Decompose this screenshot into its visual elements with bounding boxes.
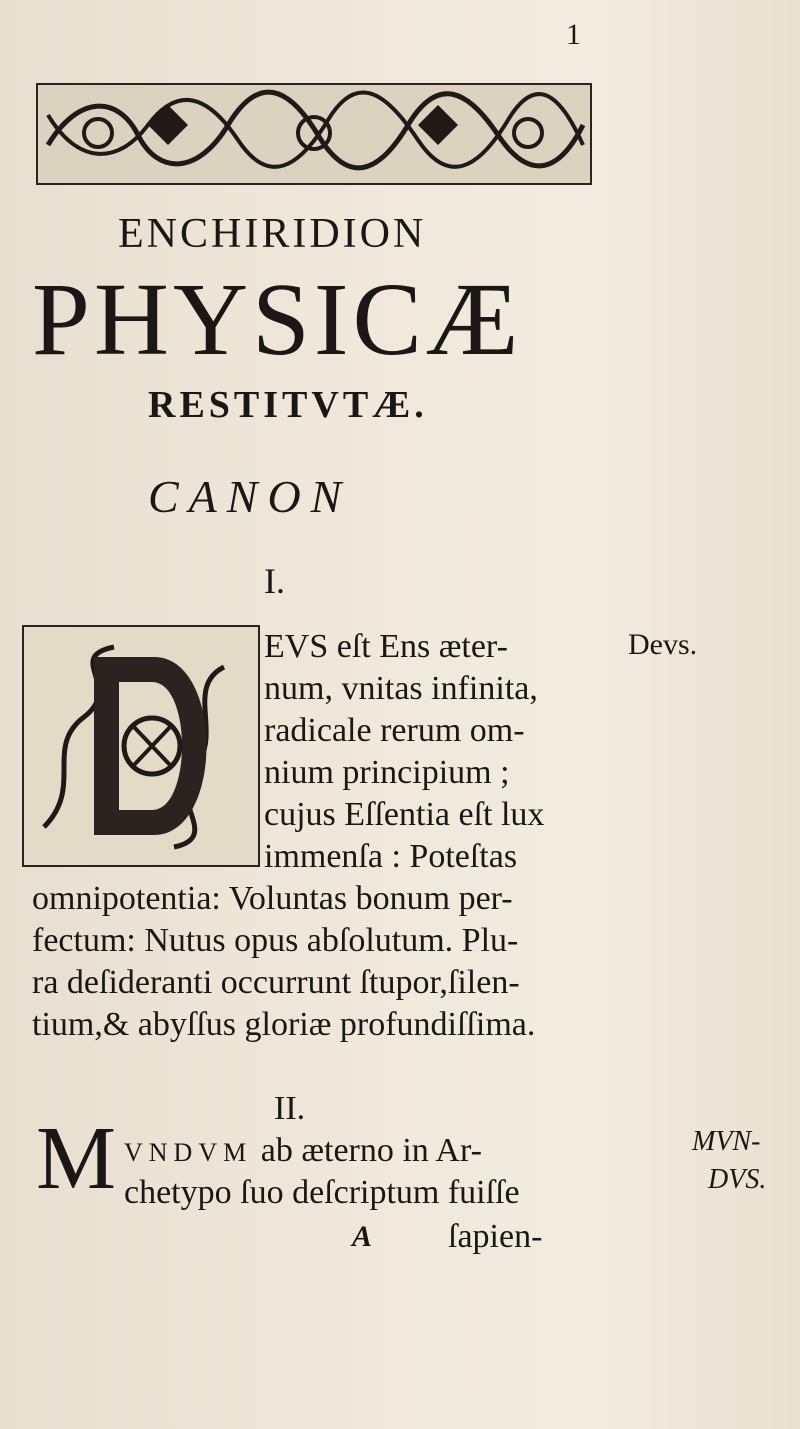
signature-mark: A (352, 1220, 373, 1253)
canon-1-line: radicale rerum om- (264, 712, 525, 749)
canon-1-line: nium principium ; (264, 754, 510, 791)
page-number: 1 (566, 18, 581, 51)
canon-1-line: ra deſideranti occurrunt ſtupor,ſilen- (32, 964, 520, 1001)
canon-1-line: EVS eſt Ens æter- (264, 628, 508, 665)
decorated-initial-d (22, 625, 260, 867)
initial-letter-m: M (36, 1109, 117, 1208)
title-line-physicae: PHYSICÆ (32, 262, 523, 377)
marginal-note-devs: Devs. (628, 628, 698, 661)
canon-2-line-2: chetypo ſuo deſcriptum fuiſſe (124, 1174, 520, 1211)
title-line-restitutae: RESTITVTÆ. (148, 384, 428, 426)
headpiece-ornament (36, 83, 592, 185)
canon-1-line: omnipotentia: Voluntas bonum per- (32, 880, 513, 917)
title-line-enchiridion: ENCHIRIDION (118, 211, 427, 257)
canon-2-numeral: II. (274, 1090, 306, 1127)
marginal-note-mundus-2: DVS. (708, 1164, 767, 1195)
section-heading-canon: CANON (148, 471, 352, 522)
canon-1-line: num, vnitas infinita, (264, 670, 538, 707)
canon-1-line: cujus Eſſentia eſt lux (264, 796, 545, 833)
catchword: ſapien- (448, 1218, 543, 1255)
canon-1-line: immenſa : Poteſtas (264, 838, 518, 875)
canon-2-line-1 (124, 1132, 482, 1170)
marginal-note-mundus-1: MVN- (692, 1126, 761, 1157)
canon-1-line: fectum: Nutus opus abſolutum. Plu- (32, 922, 519, 959)
canon-1-line: tium,& abyſſus gloriæ profundiſſima. (32, 1006, 536, 1043)
canon-2-smallcaps-word: VNDVM (124, 1138, 253, 1167)
canon-2-line-1-rest: ab æterno in Ar- (260, 1132, 482, 1169)
canon-1-numeral: I. (264, 561, 285, 601)
